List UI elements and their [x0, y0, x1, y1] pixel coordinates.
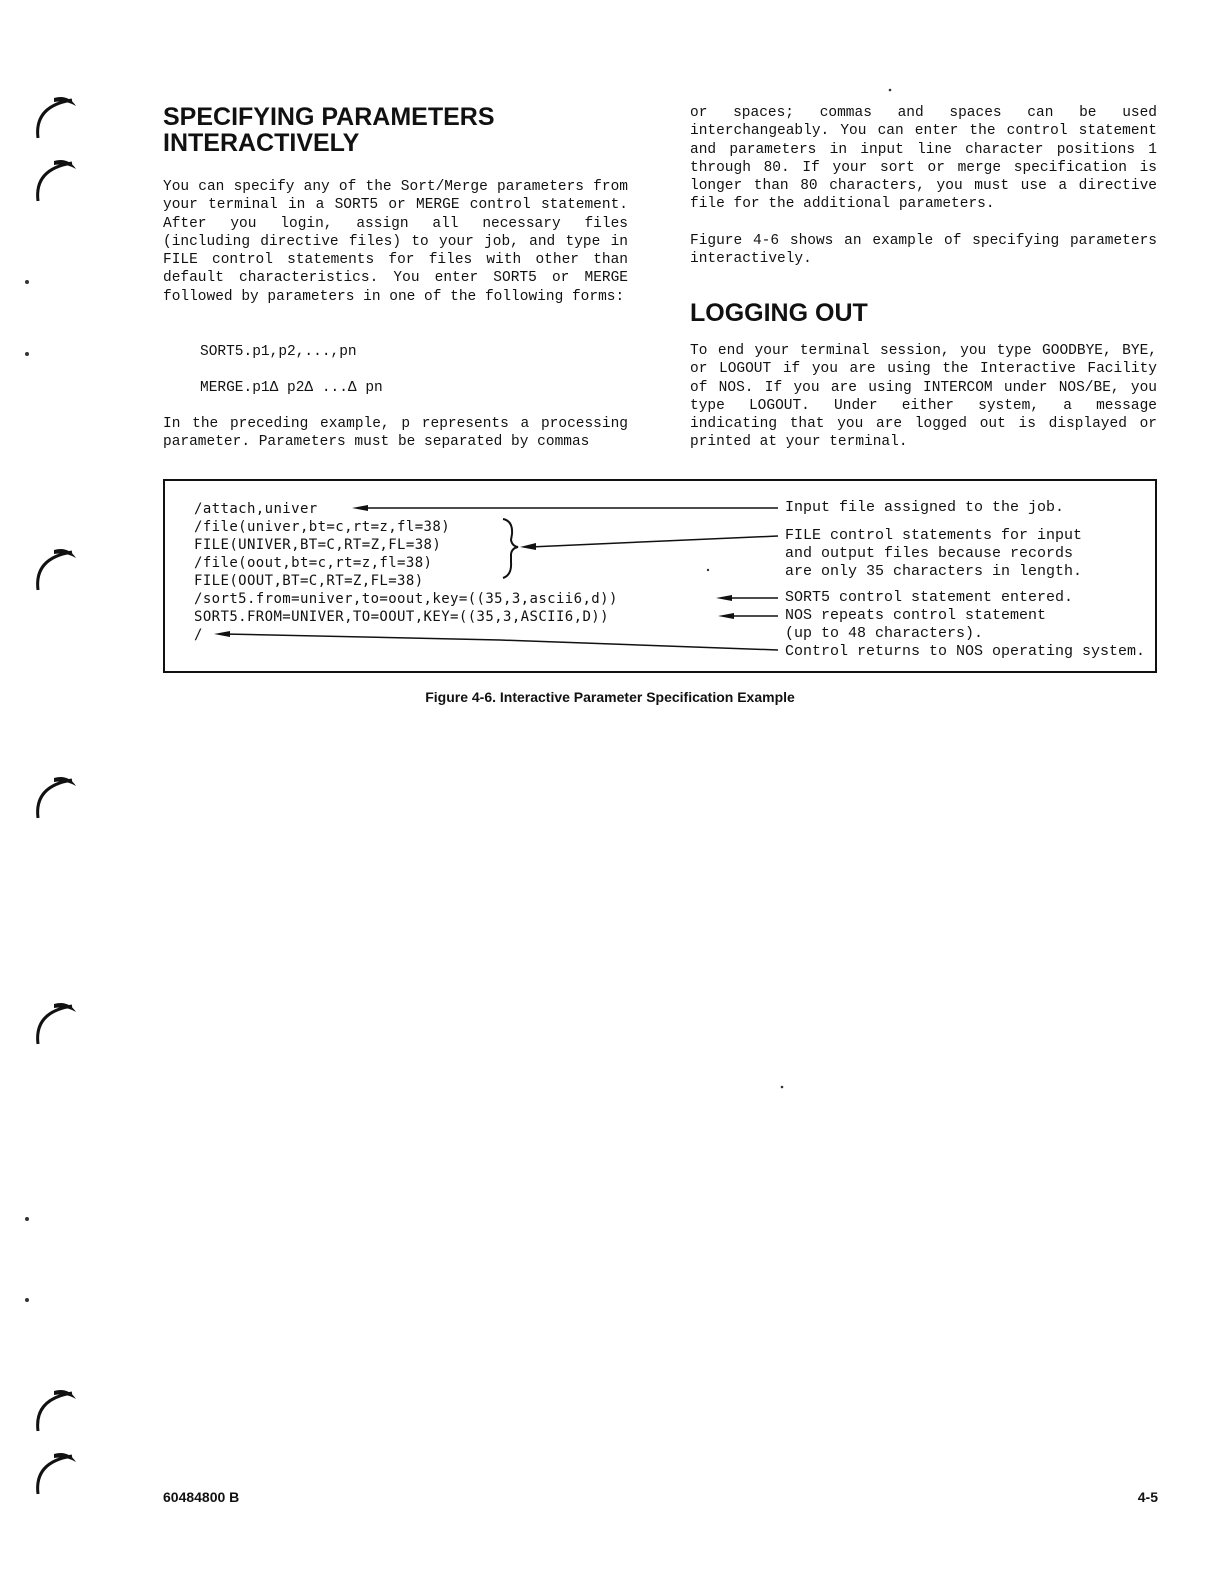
annotation-text: are only 35 characters in length.: [785, 563, 1083, 580]
annotation-text: and output files because records: [785, 545, 1074, 562]
scan-speck: [889, 89, 892, 92]
figure-caption: Figure 4-6. Interactive Parameter Specification Example: [425, 689, 795, 705]
section-heading-specifying-parameters-line1: SPECIFYING PARAMETERS: [163, 103, 495, 131]
code-line: /file(oout,bt=c,rt=z,fl=38): [194, 555, 433, 571]
section-heading-logging-out: LOGGING OUT: [690, 299, 868, 327]
arrow-line: [224, 634, 500, 640]
code-line: /file(univer,bt=c,rt=z,fl=38): [194, 519, 451, 535]
figure-reference-paragraph: Figure 4-6 shows an example of specifying parameters interactively.: [690, 233, 1157, 268]
logging-out-paragraph: To end your terminal session, you type GOODBYE, BYE, or LOGOUT if you are using the Interactive Facility of NOS. If you are using INTERCOM under NOS/BE, you type LOGOUT. Under either system, a message indicating that you are logged out is displayed or printed at your terminal.: [690, 343, 1157, 451]
code-line: FILE(UNIVER,BT=C,RT=Z,FL=38): [194, 537, 442, 553]
code-line: /attach,univer: [194, 501, 318, 517]
annotation-text: FILE control statements for input: [785, 527, 1083, 544]
annotation-text: Input file assigned to the job.: [785, 499, 1065, 516]
code-line: SORT5.FROM=UNIVER,TO=OOUT,KEY=((35,3,ASCII6,D)): [194, 609, 609, 625]
brace: [503, 519, 518, 578]
arrow-line: [664, 536, 778, 541]
arrowhead: [716, 595, 732, 601]
code-line: FILE(OOUT,BT=C,RT=Z,FL=38): [194, 573, 424, 589]
arrowhead: [520, 543, 536, 550]
arrowhead: [214, 631, 230, 637]
annotation-text: NOS repeats control statement: [785, 607, 1047, 624]
parameters-paragraph: In the preceding example, p represents a processing parameter. Parameters must be separated by commas: [163, 416, 628, 451]
annotation-text: (up to 48 characters).: [785, 625, 984, 642]
scan-speck: [707, 569, 709, 571]
annotation-text: Control returns to NOS operating system.: [785, 643, 1146, 660]
page-number: 4-5: [1137, 1489, 1158, 1505]
intro-paragraph: You can specify any of the Sort/Merge parameters from your terminal in a SORT5 or MERGE control statement. After you login, assign all necessary files (including directive files) to your job, and type in FILE control statements for files with other than default characteristics. You enter SORT5 or MERGE followed by parameters in one of the following forms:: [163, 179, 628, 305]
annotation-text: SORT5 control statement entered.: [785, 589, 1074, 606]
sort5-form: SORT5.p1,p2,...,pn: [200, 344, 357, 360]
document-number: 60484800 B: [163, 1489, 240, 1505]
arrow-line: [530, 541, 664, 547]
scan-speck: [781, 1086, 784, 1089]
arrow-line: [500, 640, 778, 650]
arrowhead: [718, 613, 734, 619]
code-line: /: [194, 627, 203, 643]
section-heading-specifying-parameters-line2: INTERACTIVELY: [163, 129, 360, 157]
separator-paragraph: or spaces; commas and spaces can be used interchangeably. You can enter the control statement and parameters in input line character positions 1 through 80. If your sort or merge specification is longer than 80 characters, you must use a directive file for the additional parameters.: [690, 105, 1157, 213]
code-line: /sort5.from=univer,to=oout,key=((35,3,ascii6,d)): [194, 591, 618, 607]
arrowhead: [352, 505, 368, 511]
merge-form: MERGE.p1Δ p2Δ ...Δ pn: [200, 380, 383, 396]
